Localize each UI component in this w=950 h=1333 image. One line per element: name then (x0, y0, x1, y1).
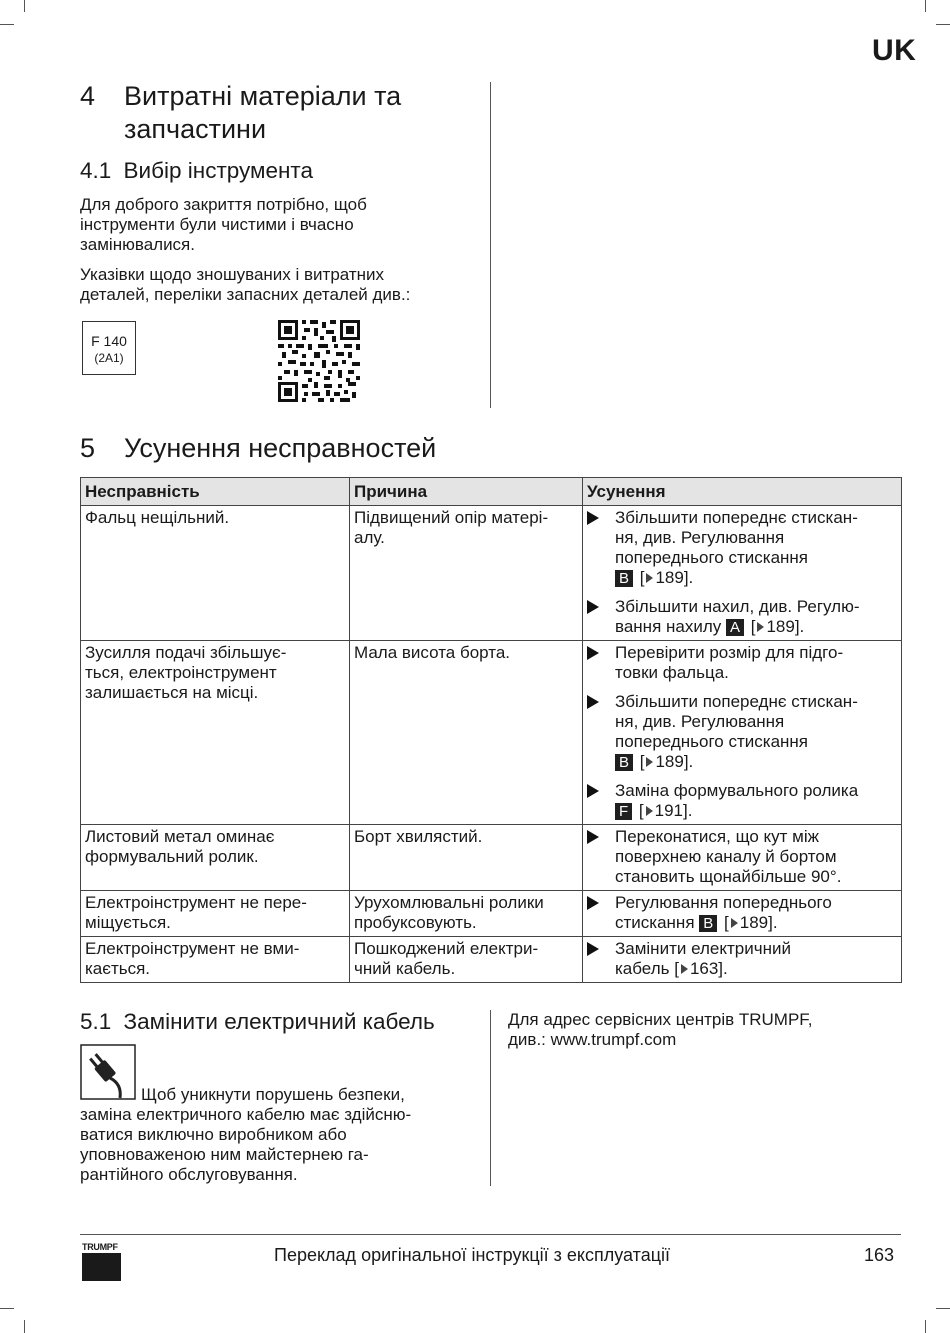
text-line: формувальний ролик. (85, 847, 259, 866)
remedy-cell (583, 825, 902, 891)
text-line: Мала висота борта. (354, 643, 511, 662)
action-arrow-icon (587, 784, 599, 798)
text-line: Замінити електричний (615, 939, 791, 958)
page-reference[interactable]: 163]. (689, 959, 728, 978)
page-pointer-icon (646, 806, 653, 816)
subsection-4-1-heading (80, 157, 313, 185)
action-arrow-icon (587, 942, 599, 956)
text-line: ня, див. Регулювання (615, 712, 785, 731)
text-line: кається. (85, 959, 151, 978)
page-reference[interactable]: 189]. (766, 617, 805, 636)
text-line: попереднього стискання (615, 548, 809, 567)
remedy-cell (583, 937, 902, 983)
section-4-paragraph-2 (80, 265, 410, 305)
text-line: Для адрес сервісних центрів TRUMPF, (508, 1010, 813, 1029)
remedy-cell (583, 891, 902, 937)
fault-cell (81, 937, 350, 983)
text-line: Фальц нещільний. (85, 508, 230, 527)
table-row (81, 825, 902, 891)
crop-mark (0, 1308, 14, 1309)
text-line: Пошкоджений електри- (354, 939, 539, 958)
action-arrow-icon (587, 695, 599, 709)
action-item: Збільшити нахил, див. Регулю- вання нахилу A [ 189]. (587, 597, 897, 637)
position-label: F (615, 803, 632, 820)
text-line: вання нахилу (615, 617, 722, 636)
text-line: поверхнею каналу й бортом (615, 847, 837, 866)
subsection-number: 5.1 (80, 1009, 112, 1034)
position-label: B (699, 915, 717, 932)
crop-mark (936, 24, 950, 25)
crop-mark (24, 1320, 25, 1333)
code-box-line1: F 140 (91, 333, 127, 349)
text-line: Перевірити розмір для підго- (615, 643, 844, 662)
action-arrow-icon (587, 896, 599, 910)
text-line: становить щонайбільше 90°. (615, 867, 842, 886)
text-line: залишається на місці. (85, 683, 259, 702)
cause-cell (350, 937, 583, 983)
text-line: Указівки щодо зношуваних і витратних (80, 265, 385, 284)
text-line: Збільшити попереднє стискан- (615, 508, 858, 527)
action-item (587, 643, 897, 683)
crop-mark (936, 1308, 950, 1309)
subsection-number: 4.1 (80, 158, 112, 183)
fault-cell (81, 891, 350, 937)
qr-code-icon (278, 320, 360, 402)
subsection-5-1-heading (80, 1008, 435, 1036)
column-divider (490, 1010, 491, 1186)
crop-mark (925, 1320, 926, 1333)
crop-mark (925, 0, 926, 12)
text-line: Заміна формувального ролика (615, 781, 859, 800)
text-line: замінювалися. (80, 235, 195, 254)
table-row (81, 506, 902, 641)
section-title-line1: Витратні матеріали та (124, 81, 402, 111)
section-4-paragraph-1 (80, 195, 367, 255)
table-row (81, 891, 902, 937)
text-line[interactable]: див.: www.trumpf.com (508, 1030, 677, 1049)
cause-cell (350, 641, 583, 825)
section-title-line2: запчастини (124, 114, 267, 144)
section-4-heading (80, 80, 480, 146)
table-row (81, 641, 902, 825)
subsection-title: Замінити електричний кабель (123, 1009, 435, 1034)
text-line: міщується. (85, 913, 171, 932)
text-line: Зусилля подачі збільшує- (85, 643, 287, 662)
footer-rule (80, 1234, 901, 1235)
page-pointer-icon (646, 573, 653, 583)
text-line: попереднього стискання (615, 732, 809, 751)
code-box-line2: (2A1) (94, 351, 124, 365)
page-pointer-icon (731, 918, 738, 928)
column-header-remedy: Усунення (583, 478, 902, 506)
text-line: Переконатися, що кут між (615, 827, 820, 846)
footer-caption: Переклад оригінальної інструкції з експлуатації (274, 1245, 671, 1265)
language-code: UK (872, 34, 917, 67)
page-pointer-icon (646, 757, 653, 767)
fault-cell (81, 641, 350, 825)
section-number: 4 (80, 81, 96, 111)
action-item: Збільшити попереднє стискан- ня, див. Регулювання попереднього стискання B [ 189]. (587, 508, 897, 588)
page-reference[interactable]: 189]. (655, 752, 694, 771)
cause-cell (350, 891, 583, 937)
text-line: ватися виключно виробником або (80, 1125, 347, 1144)
table-row (81, 937, 902, 983)
section-number: 5 (80, 433, 96, 463)
column-divider (490, 82, 491, 408)
action-arrow-icon (587, 646, 599, 660)
troubleshooting-table (80, 477, 902, 983)
position-label: B (615, 754, 633, 771)
page-pointer-icon (681, 964, 688, 974)
text-line: Листовий метал оминає (85, 827, 275, 846)
position-label: A (726, 619, 744, 636)
action-arrow-icon (587, 600, 599, 614)
section-title: Усунення несправностей (124, 433, 437, 463)
column-header-cause: Причина (350, 478, 583, 506)
action-item (587, 827, 897, 887)
text-line: Електроінструмент не вми- (85, 939, 300, 958)
text-line: Урухомлювальні ролики (354, 893, 544, 912)
text-line: Збільшити нахил, див. Регулю- (615, 597, 860, 616)
cause-cell (350, 825, 583, 891)
text-line: Електроінструмент не пере- (85, 893, 307, 912)
safety-warning-text (80, 1085, 480, 1185)
text-line: заміна електричного кабелю має здійсню- (80, 1105, 412, 1124)
page-reference[interactable]: 189]. (739, 913, 778, 932)
brand-logo-block (82, 1253, 121, 1281)
text-line: уповноваженою ним майстернею га- (80, 1145, 369, 1164)
subsection-title: Вибір інструмента (123, 158, 313, 183)
text-line: ня, див. Регулювання (615, 528, 785, 547)
action-arrow-icon (587, 830, 599, 844)
text-line: Підвищений опір матері- (354, 508, 549, 527)
brand-name: TRUMPF (82, 1242, 118, 1252)
text-line: рантійного обслуговування. (80, 1165, 298, 1184)
action-arrow-icon (587, 511, 599, 525)
section-5-heading (80, 432, 580, 465)
action-item: Регулювання попереднього стискання B [ 189]. (587, 893, 897, 933)
cause-cell (350, 506, 583, 641)
text-line: Борт хвилястий. (354, 827, 483, 846)
text-line: кабель [ (615, 959, 679, 978)
position-label: B (615, 570, 633, 587)
text-line: Збільшити попереднє стискан- (615, 692, 858, 711)
page-number: 163 (864, 1245, 895, 1265)
service-centers-text (508, 1010, 813, 1050)
remedy-cell (583, 641, 902, 825)
page-reference[interactable]: 189]. (655, 568, 694, 587)
text-line: пробуксовують. (354, 913, 477, 932)
crop-mark (24, 0, 25, 12)
text-line: стискання (615, 913, 695, 932)
text-line: алу. (354, 528, 385, 547)
action-item: Збільшити попереднє стискан- ня, див. Регулювання попереднього стискання B [ 189]. (587, 692, 897, 772)
action-item: Заміна формувального ролика F [ 191]. (587, 781, 897, 821)
text-line: Регулювання попереднього (615, 893, 832, 912)
fault-cell (81, 825, 350, 891)
text-line: Для доброго закриття потрібно, щоб (80, 195, 367, 214)
page-reference[interactable]: 191]. (654, 801, 693, 820)
column-header-fault: Несправність (81, 478, 350, 506)
document-code-box (82, 321, 136, 375)
table-header-row (81, 478, 902, 506)
fault-cell (81, 506, 350, 641)
text-line: чний кабель. (354, 959, 456, 978)
page-pointer-icon (757, 622, 764, 632)
text-line: інструменти були чистими і вчасно (80, 215, 354, 234)
text-line: ться, електроінструмент (85, 663, 277, 682)
remedy-cell (583, 506, 902, 641)
action-item (587, 939, 897, 979)
text-line: товки фальца. (615, 663, 729, 682)
crop-mark (0, 24, 14, 25)
text-line: Щоб уникнути порушень безпеки, (141, 1085, 405, 1104)
text-line: деталей, переліки запасних деталей див.: (80, 285, 411, 304)
